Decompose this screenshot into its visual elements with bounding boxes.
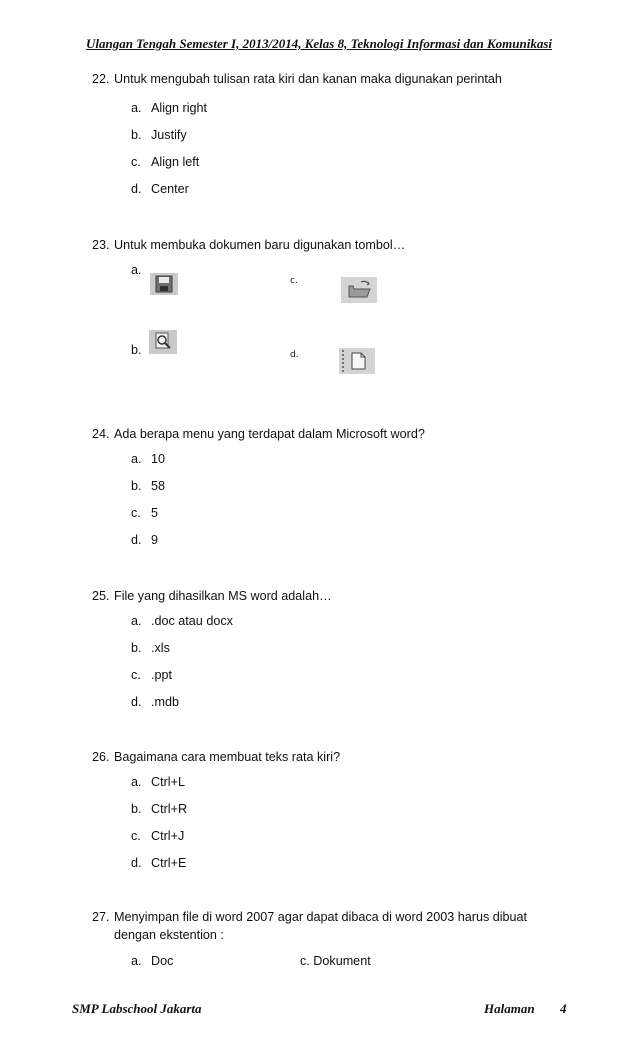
option-letter: c. [131,668,141,682]
option-value: .ppt [151,668,173,682]
option-value: c. Dokument [300,954,371,968]
page-number: 4 [560,1001,567,1016]
option-letter: a. [131,614,142,628]
option-value: .mdb [151,695,179,709]
question-number: 24. [92,427,110,441]
option-value: 5 [151,506,159,520]
save-icon [150,273,178,295]
option-value: Ctrl+J [151,829,185,843]
question-text: Untuk membuka dokumen baru digunakan tombol… [114,238,406,252]
option-value: Ctrl+L [151,775,185,789]
option-letter: b. [131,343,142,357]
print-preview-icon [149,330,177,354]
option-value: 9 [151,533,159,547]
question-number: 26. [92,750,110,764]
option-letter: b. [131,128,142,142]
new-document-icon [339,348,375,374]
option-letter: d. [131,856,142,870]
question-number: 27. [92,910,110,924]
option-d-letter: d. [290,350,299,360]
option-c-letter: c. [290,276,298,286]
question-text: Untuk mengubah tulisan rata kiri dan kanan maka digunakan perintah [114,72,502,86]
question-text: Menyimpan file di word 2007 agar dapat dibaca di word 2003 harus dibuat dengan ekstention : [114,910,528,942]
page-header: Ulangan Tengah Semester I, 2013/2014, Kelas 8, Teknologi Informasi dan Komunikasi [85,36,553,51]
option-value: Ctrl+E [151,856,187,870]
option-letter: a. [131,775,142,789]
option-letter: a. [131,263,142,277]
option-letter: b. [131,641,142,655]
option-letter: d. [131,695,142,709]
option-letter: c. [131,829,141,843]
option-value: Justify [151,128,187,142]
open-folder-icon [341,277,377,303]
option-value: Align left [151,155,200,169]
question-text: Bagaimana cara membuat teks rata kiri? [114,750,341,764]
option-letter: c. [131,155,141,169]
question-number: 22. [92,72,110,86]
option-value: Align right [151,101,208,115]
option-letter: a. [131,101,142,115]
option-letter: d. [131,533,142,547]
question-text: File yang dihasilkan MS word adalah… [114,589,332,603]
option-letter: b. [131,479,142,493]
option-letter: b. [131,802,142,816]
option-letter: a. [131,954,142,968]
school-name: SMP Labschool Jakarta [72,1001,202,1016]
option-letter: c. [131,506,141,520]
page-label: Halaman [484,1001,535,1016]
option-value: .doc atau docx [151,614,233,628]
option-letter: d. [131,182,142,196]
question-text: Ada berapa menu yang terdapat dalam Microsoft word? [114,427,425,441]
option-value: .xls [151,641,170,655]
option-value: Center [151,182,189,196]
option-value: 10 [151,452,166,466]
question-number: 23. [92,238,110,252]
option-letter: a. [131,452,142,466]
question-number: 25. [92,589,110,603]
option-value: Doc [151,954,174,968]
option-value: Ctrl+R [151,802,188,816]
option-value: 58 [151,479,166,493]
